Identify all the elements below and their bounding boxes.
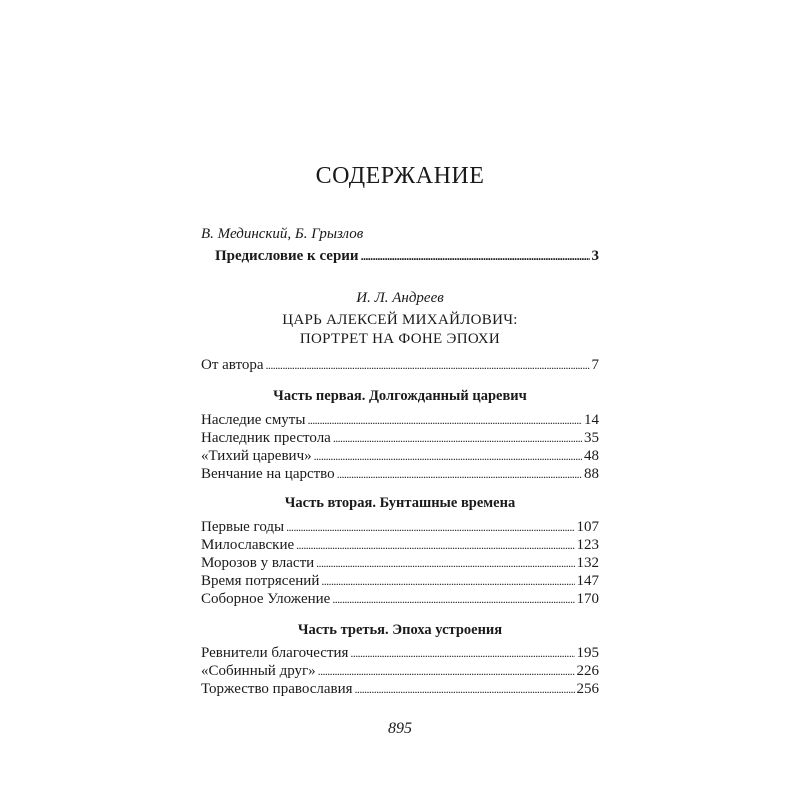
toc-entry-title: Первые годы	[201, 519, 285, 535]
toc-entry-page: 256	[576, 681, 599, 697]
chapter-list	[201, 411, 599, 483]
part-2-block	[201, 495, 599, 608]
toc-entry	[201, 429, 599, 447]
chapter-list	[201, 518, 599, 608]
dot-leader	[286, 518, 574, 536]
part-3-block	[201, 622, 599, 698]
toc-entry-page: 107	[576, 519, 599, 535]
toc-entry-title: Ревнители благочестия	[201, 645, 349, 661]
toc-entry-title: «Собинный друг»	[201, 663, 316, 679]
dot-leader	[307, 411, 582, 429]
dot-leader	[361, 247, 590, 265]
toc-entry-title: Венчание на царство	[201, 466, 335, 482]
dot-leader	[266, 356, 590, 374]
dot-leader	[316, 554, 574, 572]
toc-entry-page: 226	[576, 663, 599, 679]
dot-leader	[350, 644, 574, 662]
toc-entry-title: Время потрясений	[201, 573, 320, 589]
toc-entry	[201, 662, 599, 680]
toc-entry	[201, 572, 599, 590]
toc-entry	[201, 536, 599, 554]
toc-entry	[201, 644, 599, 662]
toc-entry-title: Наследник престола	[201, 430, 331, 446]
toc-entry-page: 48	[584, 448, 599, 464]
toc-entry-title: Предисловие к серии	[215, 248, 359, 264]
toc-entry-title: Милославские	[201, 537, 295, 553]
toc-entry-page: 123	[576, 537, 599, 553]
dot-leader	[314, 447, 582, 465]
dot-leader	[332, 590, 574, 608]
toc-entry-intro	[201, 356, 599, 374]
toc-entry	[201, 680, 599, 698]
book-author: И. Л. Андреев	[356, 290, 444, 306]
page-number: 895	[388, 720, 412, 737]
chapter-list	[201, 644, 599, 698]
toc-entry-page: 170	[576, 591, 599, 607]
toc-entry-page: 132	[576, 555, 599, 571]
dot-leader	[355, 680, 575, 698]
part-title: Часть первая. Долгожданный царевич	[273, 388, 527, 404]
dot-leader	[333, 429, 582, 447]
toc-entry-preface	[215, 247, 599, 265]
part-title: Часть третья. Эпоха устроения	[297, 622, 503, 638]
book-title-line-1: ЦАРЬ АЛЕКСЕЙ МИХАЙЛОВИЧ:	[282, 312, 518, 328]
toc-entry-page: 147	[576, 573, 599, 589]
toc-entry	[201, 465, 599, 483]
preface-authors: В. Мединский, Б. Грызлов	[201, 226, 364, 242]
toc-entry	[201, 447, 599, 465]
toc-entry	[201, 411, 599, 429]
toc-entry-page: 88	[584, 466, 599, 482]
toc-entry-title: «Тихий царевич»	[201, 448, 312, 464]
dot-leader	[321, 572, 574, 590]
toc-entry	[201, 590, 599, 608]
toc-entry-title: От автора	[201, 357, 264, 373]
dot-leader	[337, 465, 582, 483]
contents-heading: СОДЕРЖАНИЕ	[315, 163, 485, 189]
toc-entry-page: 35	[584, 430, 599, 446]
book-title-line-2: ПОРТРЕТ НА ФОНЕ ЭПОХИ	[299, 331, 501, 347]
intro-block	[201, 356, 599, 374]
dot-leader	[318, 662, 575, 680]
toc-entry-page: 3	[591, 248, 599, 264]
toc-entry	[201, 554, 599, 572]
toc-entry-page: 195	[576, 645, 599, 661]
part-title: Часть вторая. Бунташные времена	[284, 495, 516, 511]
toc-entry-title: Наследие смуты	[201, 412, 306, 428]
part-1-block	[201, 388, 599, 483]
dot-leader	[296, 536, 574, 554]
toc-entry-title: Морозов у власти	[201, 555, 315, 571]
toc-entry-title: Торжество православия	[201, 681, 353, 697]
toc-entry-title: Соборное Уложение	[201, 591, 331, 607]
toc-entry-page: 14	[584, 412, 599, 428]
book-header-block	[201, 290, 599, 349]
toc-entry-page: 7	[591, 357, 599, 373]
series-preface-block	[201, 225, 599, 265]
toc-entry	[201, 518, 599, 536]
